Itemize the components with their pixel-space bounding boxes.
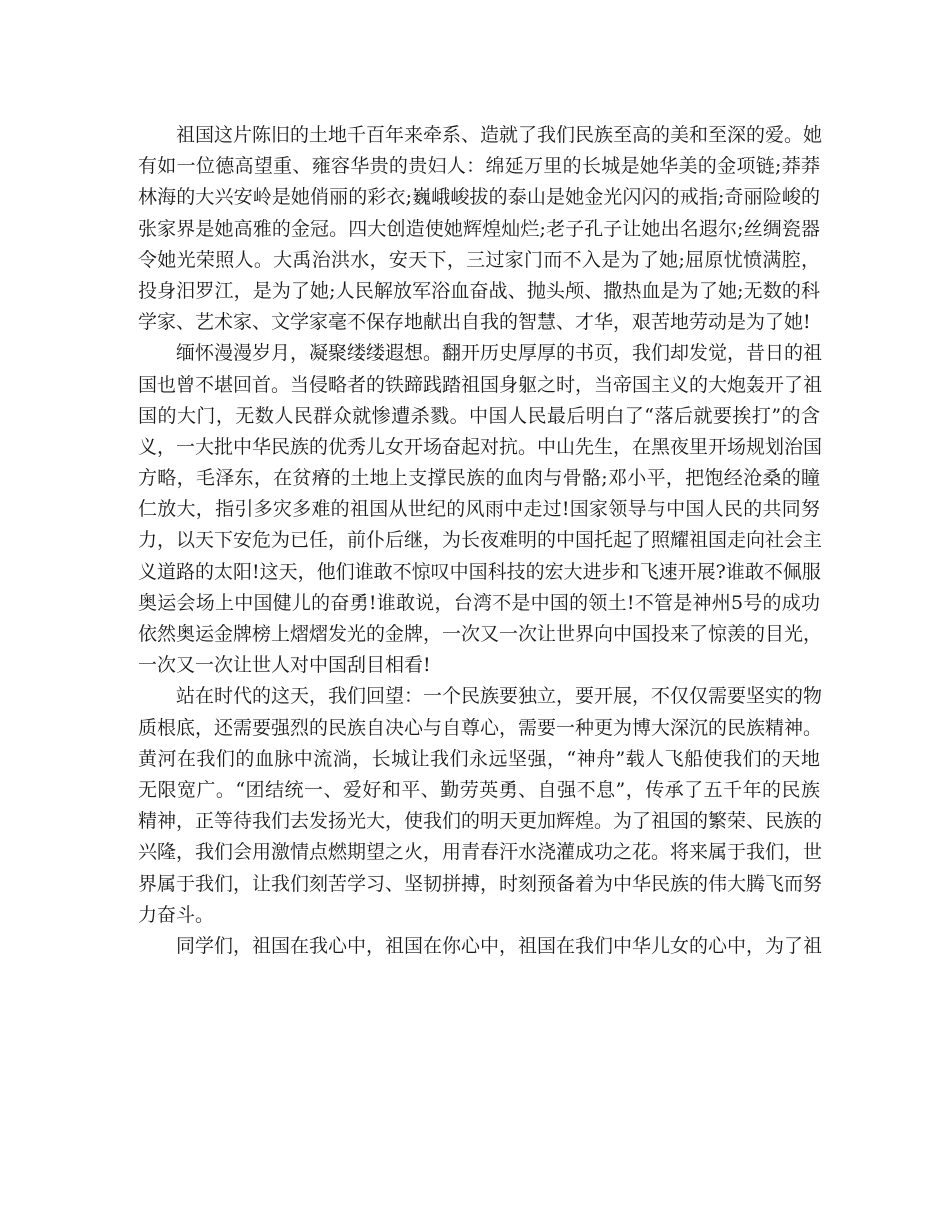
- paragraph-line: 界属于我们，让我们刻苦学习、坚韧拼搏，时刻预备着为中华民族的伟大腾飞而努: [138, 872, 823, 895]
- paragraph-line: 兴隆，我们会用激情点燃期望之火，用青春汗水浇灌成功之花。将来属于我们，世: [138, 841, 823, 864]
- paragraph-line: 力奋斗。: [138, 903, 215, 926]
- paragraph-line: 投身汨罗江，是为了她;人民解放军浴血奋战、抛头颅、撒热血是为了她;无数的科: [138, 279, 820, 302]
- paragraph-line: 奥运会场上中国健儿的奋勇!谁敢说，台湾不是中国的领土!不管是神州5号的成功: [138, 591, 820, 614]
- paragraph-4: [138, 931, 823, 962]
- paragraph-line: 祖国这片陈旧的土地千百年来牵系、造就了我们民族至高的美和至深的爱。她: [176, 124, 823, 146]
- paragraph-line: 有如一位德高望重、雍容华贵的贵妇人：绵延万里的长城是她华美的金项链;莽莽: [138, 155, 820, 178]
- paragraph-line: 缅怀漫漫岁月，凝聚缕缕遐想。翻开历史厚厚的书页，我们却发觉，昔日的祖: [176, 342, 823, 365]
- paragraph-line: 一次又一次让世人对中国刮目相看!: [138, 654, 431, 677]
- paragraph-line: 力，以天下安危为已任，前仆后继，为长夜难明的中国托起了照耀祖国走向社会主: [138, 529, 823, 552]
- paragraph-2: [138, 338, 823, 681]
- paragraph-line: 义道路的太阳!这天，他们谁敢不惊叹中国科技的宏大进步和飞速开展?谁敢不佩服: [138, 560, 821, 583]
- paragraph-line: 依然奥运金牌榜上熠熠发光的金牌，一次又一次让世界向中国投来了惊羡的目光，: [138, 623, 823, 645]
- paragraph-line: 义，一大批中华民族的优秀儿女开场奋起对抗。中山先生，在黑夜里开场规划治国: [138, 435, 823, 458]
- paragraph-line: 国也曾不堪回首。当侵略者的铁蹄践踏祖国身躯之时，当帝国主义的大炮轰开了祖: [138, 373, 823, 396]
- paragraph-1: [138, 120, 823, 338]
- paragraph-line: 国的大门，无数人民群众就惨遭杀戮。中国人民最后明白了“落后就要挨打”的含: [138, 404, 820, 427]
- paragraph-line: 站在时代的这天，我们回望：一个民族要独立，要开展，不仅仅需要坚实的物: [176, 685, 823, 708]
- paragraph-line: 同学们，祖国在我心中，祖国在你心中，祖国在我们中华儿女的心中，为了祖: [176, 934, 823, 957]
- paragraph-line: 质根底，还需要强烈的民族自决心与自尊心，需要一种更为博大深沉的民族精神。: [138, 716, 823, 739]
- paragraph-line: 方略，毛泽东，在贫瘠的土地上支撑民族的血肉与骨骼;邓小平，把饱经沧桑的瞳: [138, 467, 820, 490]
- paragraph-line: 令她光荣照人。大禹治洪水，安天下，三过家门而不入是为了她;屈原忧愤满腔，: [138, 248, 820, 271]
- paragraph-line: 张家界是她高雅的金冠。四大创造使她辉煌灿烂;老子孔子让她出名遐尔;丝绸瓷器: [138, 217, 820, 240]
- paragraph-line: 林海的大兴安岭是她俏丽的彩衣;巍峨峻拔的泰山是她金光闪闪的戒指;奇丽险峻的: [138, 186, 820, 209]
- paragraph-line: 精神，正等待我们去发扬光大，使我们的明天更加辉煌。为了祖国的繁荣、民族的: [138, 810, 823, 833]
- paragraph-line: 学家、艺术家、文学家毫不保存地献出自我的智慧、才华，艰苦地劳动是为了她!: [138, 311, 811, 334]
- paragraph-line: 黄河在我们的血脉中流淌，长城让我们永远坚强，“神舟”载人飞船使我们的天地: [138, 747, 820, 770]
- paragraph-line: 无限宽广。“团结统一、爱好和平、勤劳英勇、自强不息”，传承了五千年的民族: [138, 778, 820, 801]
- document-body: [138, 120, 823, 962]
- paragraph-3: [138, 681, 823, 931]
- paragraph-line: 仁放大，指引多灾多难的祖国从世纪的风雨中走过!国家领导与中国人民的共同努: [138, 498, 820, 521]
